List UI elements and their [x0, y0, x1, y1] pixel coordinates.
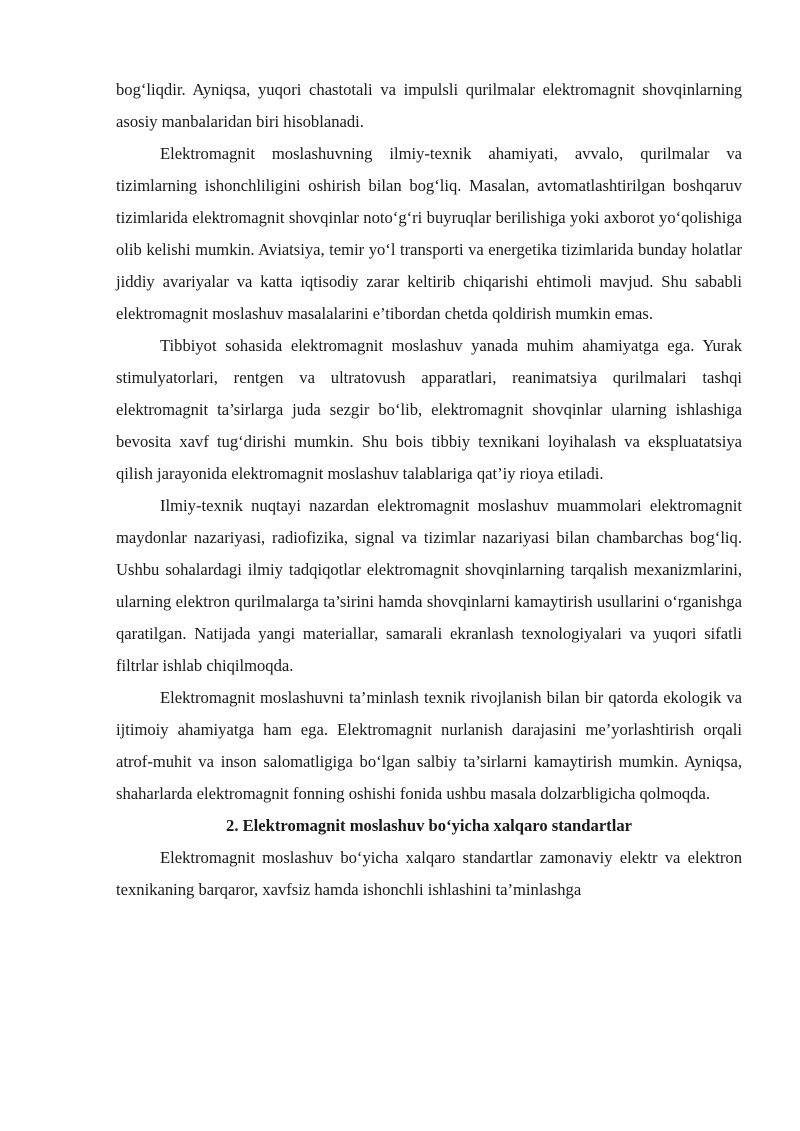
section-heading: 2. Elektromagnit moslashuv bo‘yicha xalqaro standartlar	[226, 816, 632, 835]
paragraph-ecology: Elektromagnit moslashuvni ta’minlash texnik rivojlanish bilan bir qatorda ekologik va ijtimoiy ahamiyatga ham ega. Elektromagnit nurlanish darajasini me’yorlashtirish orqali atrof-muhit va inson salomatligiga bo‘lgan salbiy ta’sirlarni kamaytirish mumkin. Ayniqsa, shaharlarda elektromagnit fonning oshishi fonida ushbu masala dolzarbligicha qolmoqda.	[116, 688, 742, 803]
paragraph-standards: Elektromagnit moslashuv bo‘yicha xalqaro standartlar zamonaviy elektr va elektron texnikaning barqaror, xavfsiz hamda ishonchli ishlashini ta’minlashga	[116, 848, 742, 899]
document-page	[116, 74, 742, 906]
paragraph-medicine: Tibbiyot sohasida elektromagnit moslashuv yanada muhim ahamiyatga ega. Yurak stimulyatorlari, rentgen va ultratovush apparatlari, reanimatsiya qurilmalari tashqi elektromagnit ta’sirlarga juda sezgir bo‘lib, elektromagnit shovqinlar ularning ishlashiga bevosita xavf tug‘dirishi mumkin. Shu bois tibbiy texnikani loyihalash va ekspluatatsiya qilish jarayonida elektromagnit moslashuv talablariga qat’iy rioya etiladi.	[116, 336, 742, 483]
paragraph-significance: Elektromagnit moslashuvning ilmiy-texnik ahamiyati, avvalo, qurilmalar va tizimlarning ishonchliligini oshirish bilan bog‘liq. Masalan, avtomatlashtirilgan boshqaruv tizimlarida elektromagnit shovqinlar noto‘g‘ri buyruqlar berilishiga yoki axborot yo‘qolishiga olib kelishi mumkin. Aviatsiya, temir yo‘l transporti va energetika tizimlarida bunday holatlar jiddiy avariyalar va katta iqtisodiy zarar keltirib chiqarishi ehtimoli mavjud. Shu sababli elektromagnit moslashuv masalalarini e’tibordan chetda qoldirish mumkin emas.	[116, 144, 742, 323]
paragraph-scientific: Ilmiy-texnik nuqtayi nazardan elektromagnit moslashuv muammolari elektromagnit maydonlar nazariyasi, radiofizika, signal va tizimlar nazariyasi bilan chambarchas bog‘liq. Ushbu sohalardagi ilmiy tadqiqotlar elektromagnit shovqinlarning tarqalish mexanizmlarini, ularning elektron qurilmalarga ta’sirini hamda shovqinlarni kamaytirish usullarini o‘rganishga qaratilgan. Natijada yangi materiallar, samarali ekranlash texnologiyalari va yuqori sifatli filtrlar ishlab chiqilmoqda.	[116, 496, 742, 675]
paragraph-continuation: bog‘liqdir. Ayniqsa, yuqori chastotali va impulsli qurilmalar elektromagnit shovqinlarning asosiy manbalaridan biri hisoblanadi.	[116, 80, 742, 131]
